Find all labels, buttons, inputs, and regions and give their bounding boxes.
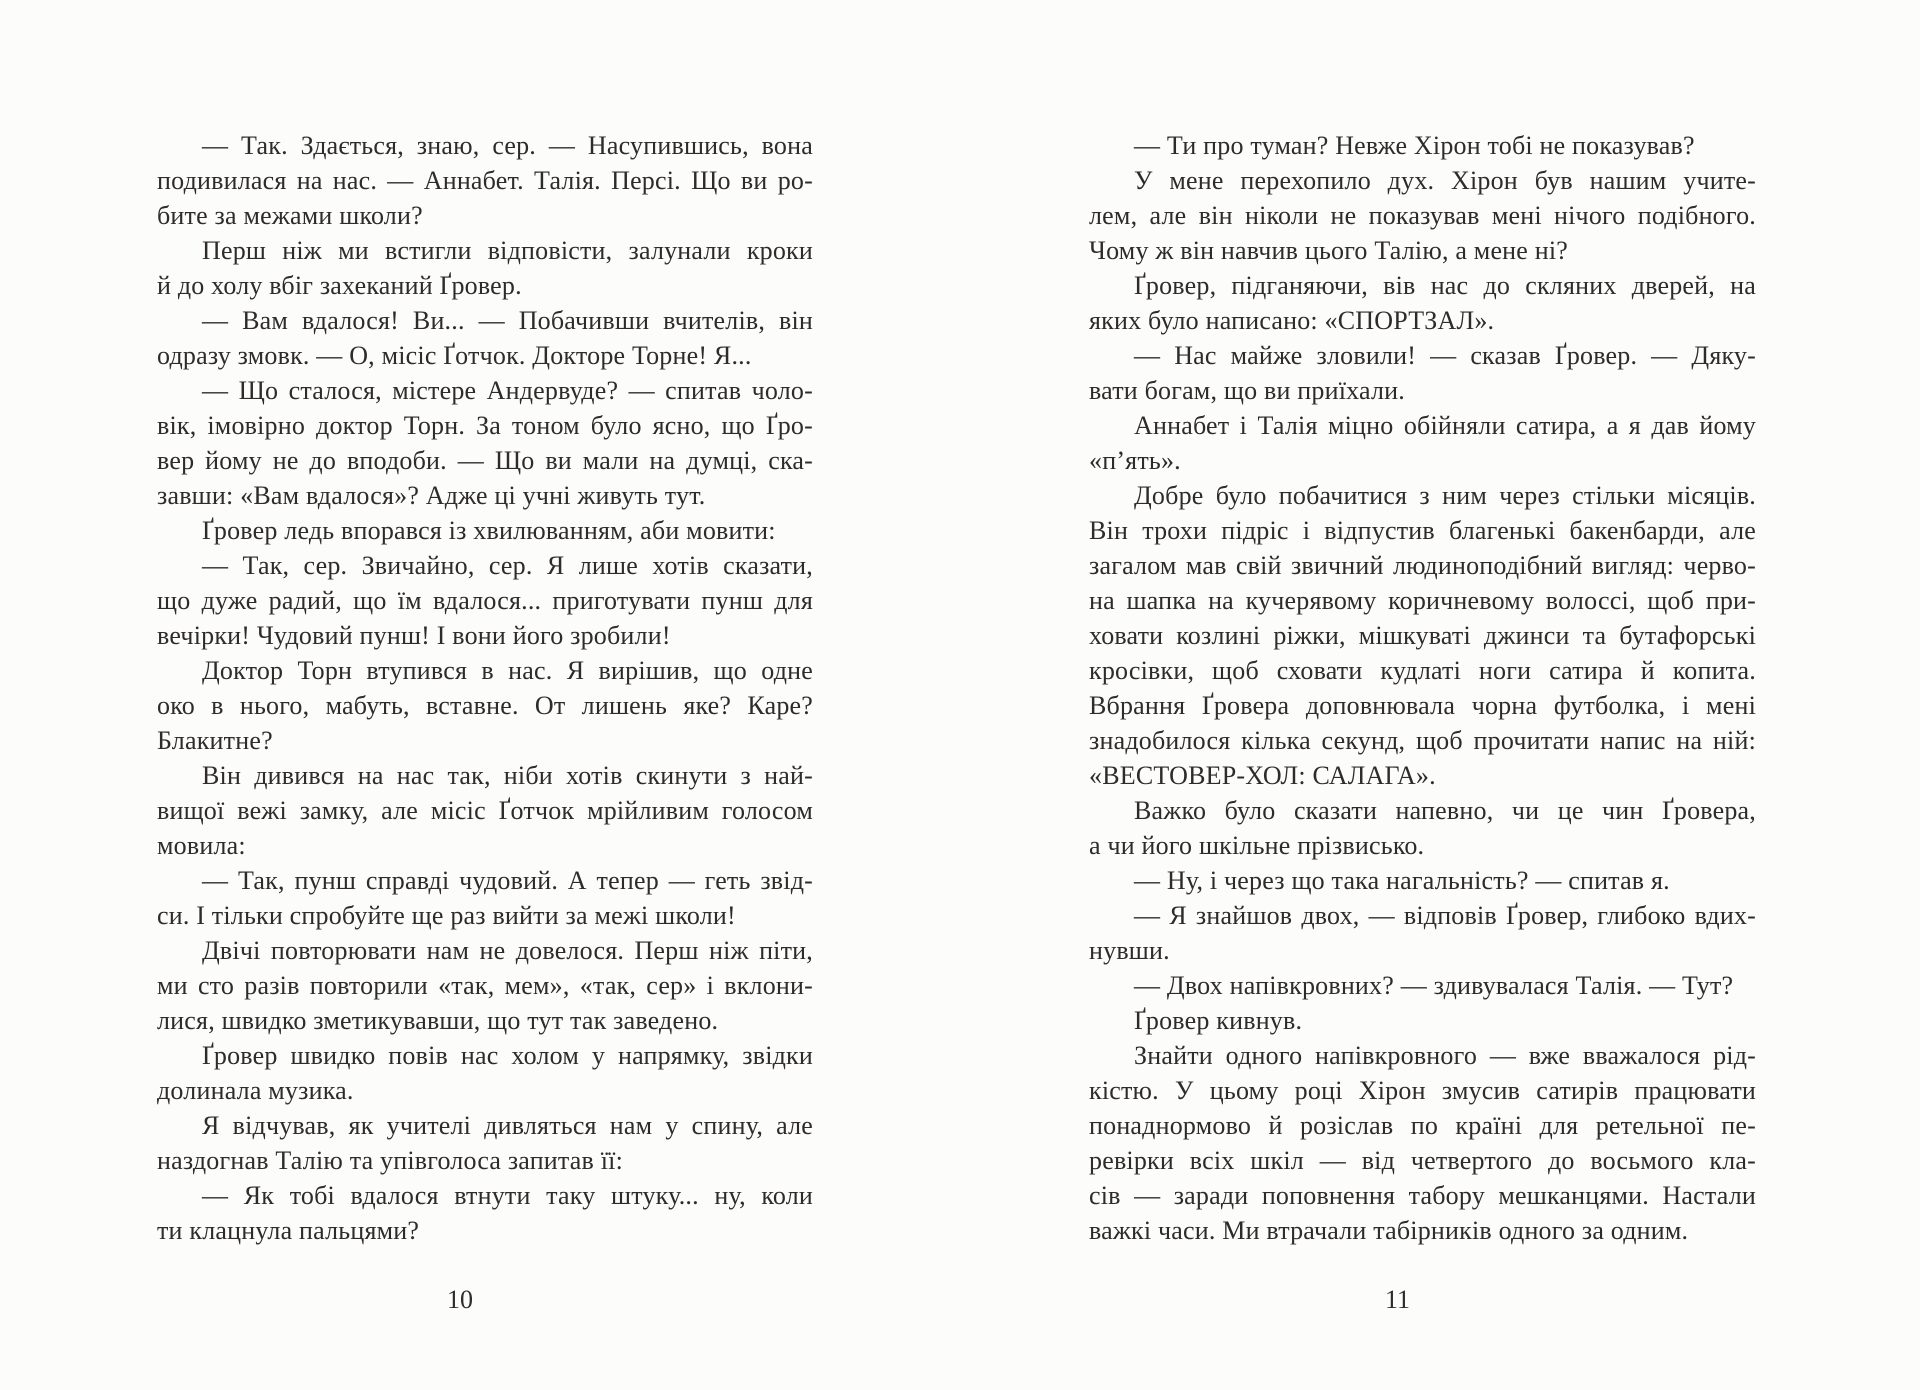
text-line: що дуже радий, що їм вдалося... приготувати пунш для — [157, 586, 813, 615]
page-left-text-block — [157, 128, 813, 1248]
text-line: — Так, сер. Звичайно, сер. Я лише хотів сказати, — [202, 551, 813, 580]
text-line: око в нього, мабуть, вставне. От лишень яке? Каре? — [157, 691, 813, 720]
text-line: вечірки! Чудовий пунш! І вони його зробили! — [157, 621, 671, 650]
text-line: — Так, пунш справді чудовий. А тепер — геть звід- — [202, 866, 813, 895]
text-line: одразу змовк. — О, місіс Ґотчок. Докторе Торне! Я... — [157, 341, 752, 370]
text-line: «ВЕСТОВЕР-ХОЛ: САЛАГА». — [1089, 761, 1436, 790]
text-line: Блакитне? — [157, 726, 273, 755]
text-line: У мене перехопило дух. Хірон був нашим учите- — [1134, 166, 1756, 195]
text-line: — Я знайшов двох, — відповів Ґровер, глибоко вдих- — [1134, 901, 1756, 930]
text-line: сів — заради поповнення табору мешканцями. Настали — [1089, 1181, 1756, 1210]
text-line: Чому ж він навчив цього Талію, а мене ні? — [1089, 236, 1569, 265]
text-line: на шапка на кучерявому коричневому волоссі, щоб при- — [1089, 586, 1756, 615]
page-number-right: 11 — [1384, 1285, 1411, 1314]
text-line: нувши. — [1089, 936, 1170, 965]
text-line: яких було написано: «СПОРТЗАЛ». — [1089, 306, 1495, 335]
text-line: наздогнав Талію та упівголоса запитав її: — [157, 1146, 623, 1175]
text-line: Двічі повторювати нам не довелося. Перш ніж піти, — [202, 936, 813, 965]
text-line: Аннабет і Талія міцно обійняли сатира, а я дав йому — [1134, 411, 1756, 440]
text-line: вищої вежі замку, але місіс Ґотчок мрійливим голосом — [157, 796, 813, 825]
text-line: подивилася на нас. — Аннабет. Талія. Персі. Що ви ро- — [157, 166, 813, 195]
text-line: Ґровер швидко повів нас холом у напрямку, звідки — [202, 1041, 813, 1070]
text-line: ми сто разів повторили «так, мем», «так, сер» і вклони- — [157, 971, 813, 1000]
text-line: вік, імовірно доктор Торн. За тоном було ясно, що Ґро- — [157, 411, 813, 440]
text-line: лем, але він ніколи не показував мені нічого подібного. — [1089, 201, 1756, 230]
text-line: кросівки, щоб сховати кудлаті ноги сатира й копита. — [1089, 656, 1756, 685]
text-line: вер йому не до вподоби. — Що ви мали на думці, ска- — [157, 446, 813, 475]
text-line: а чи його шкільне прізвисько. — [1089, 831, 1425, 860]
text-line: Добре було побачитися з ним через стільки місяців. — [1134, 481, 1756, 510]
text-line: Він трохи підріс і відпустив благенькі бакенбарди, але — [1089, 516, 1756, 545]
text-line: лися, швидко зметикувавши, що тут так заведено. — [157, 1006, 719, 1035]
text-line: бите за межами школи? — [157, 201, 423, 230]
text-line: загалом мав свій звичний людиноподібний вигляд: черво- — [1089, 551, 1756, 580]
text-line: Він дивився на нас так, ніби хотів скинути з най- — [202, 761, 813, 790]
text-line: — Вам вдалося! Ви... — Побачивши вчителів, він — [202, 306, 813, 335]
text-line: «п’ять». — [1089, 446, 1181, 475]
text-line: Ґровер кивнув. — [1134, 1006, 1303, 1035]
text-line: — Ну, і через що така нагальність? — спитав я. — [1134, 866, 1670, 895]
text-line: си. І тільки спробуйте ще раз вийти за межі школи! — [157, 901, 736, 930]
text-line: Ґровер, підганяючи, вів нас до скляних дверей, на — [1134, 271, 1756, 300]
text-line: кістю. У цьому році Хірон змусив сатирів працювати — [1089, 1076, 1756, 1105]
text-line: понаднормово й розіслав по країні для ретельної пе- — [1089, 1111, 1756, 1140]
text-line: — Що сталося, містере Андервуде? — спитав чоло- — [202, 376, 813, 405]
text-line: долинала музика. — [157, 1076, 354, 1105]
text-line: Доктор Торн втупився в нас. Я вирішив, що одне — [202, 656, 813, 685]
text-line: важкі часи. Ми втрачали табірників одного за одним. — [1089, 1216, 1689, 1245]
text-line: Знайти одного напівкровного — вже вважалося рід- — [1134, 1041, 1756, 1070]
text-line: ховати козлині ріжки, мішкуваті джинси та бутафорські — [1089, 621, 1756, 650]
page-number-left: 10 — [447, 1285, 473, 1314]
text-line: знадобилося кілька секунд, щоб прочитати напис на ній: — [1089, 726, 1756, 755]
text-line: й до холу вбіг захеканий Ґровер. — [157, 271, 522, 300]
text-line: — Як тобі вдалося втнути таку штуку... ну, коли — [202, 1181, 813, 1210]
text-line: Перш ніж ми встигли відповісти, залунали кроки — [202, 236, 813, 265]
text-line: Ґровер ледь впорався із хвилюванням, аби мовити: — [202, 516, 776, 545]
text-line: Важко було сказати напевно, чи це чин Ґровера, — [1134, 796, 1756, 825]
text-line: — Нас майже зловили! — сказав Ґровер. — Дяку- — [1134, 341, 1756, 370]
text-line: Я відчував, як учителі дивляться нам у спину, але — [202, 1111, 813, 1140]
text-line: — Ти про туман? Невже Хірон тобі не показував? — [1134, 131, 1695, 160]
text-line: ти клацнула пальцями? — [157, 1216, 420, 1245]
text-line: — Двох напівкровних? — здивувалася Талія. — Тут? — [1134, 971, 1734, 1000]
text-line: вати богам, що ви приїхали. — [1089, 376, 1405, 405]
text-line: мовила: — [157, 831, 246, 860]
text-line: Вбрання Ґровера доповнювала чорна футболка, і мені — [1089, 691, 1756, 720]
text-line: — Так. Здається, знаю, сер. — Насупившись, вона — [202, 131, 813, 160]
page-right-text-block — [1089, 128, 1756, 1248]
text-line: ревірки всіх шкіл — від четвертого до восьмого кла- — [1089, 1146, 1756, 1175]
text-line: завши: «Вам вдалося»? Адже ці учні живуть тут. — [157, 481, 706, 510]
